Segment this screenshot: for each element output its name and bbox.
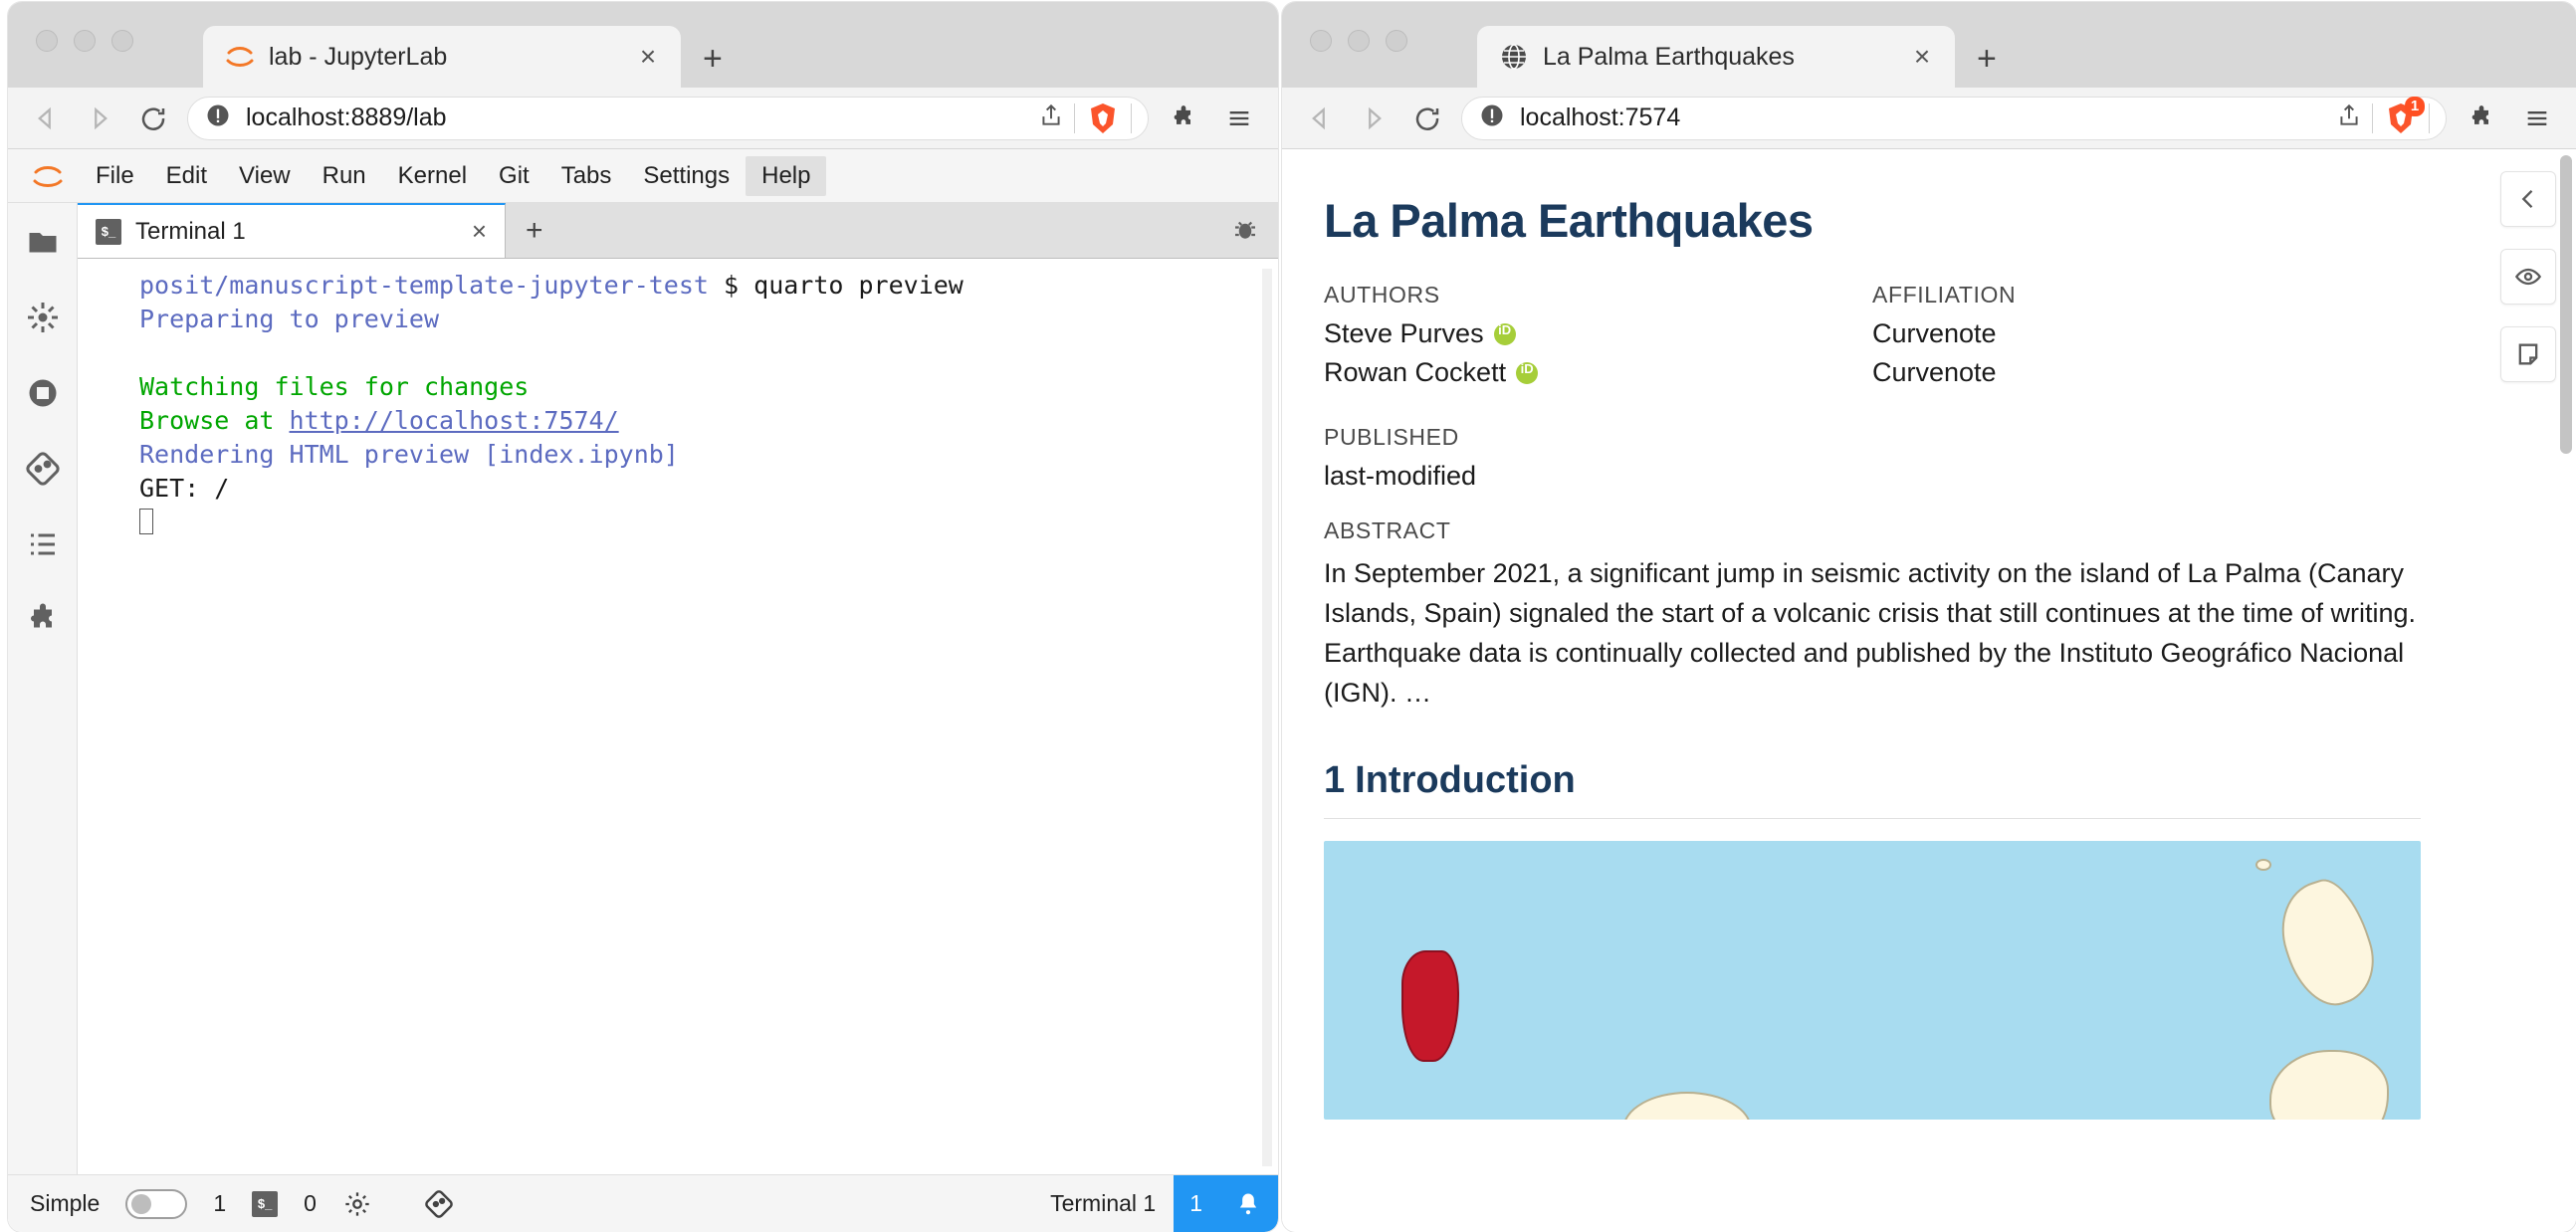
jupyterlab-left-sidebar xyxy=(8,203,78,1174)
browser-tab-la-palma[interactable] xyxy=(1477,26,1955,88)
terminal-prompt-symbol: $ xyxy=(724,271,740,300)
terminal-scrollbar[interactable] xyxy=(1262,269,1272,1166)
kernel-count: 1 xyxy=(213,1190,227,1216)
back-button-right[interactable] xyxy=(1300,99,1340,138)
menu-git[interactable]: Git xyxy=(499,161,530,189)
jupyterlab-tab-label: Terminal 1 xyxy=(135,217,246,245)
terminal-line-get: GET: / xyxy=(139,474,230,503)
toolbar-divider2-left xyxy=(1131,103,1132,133)
bug-icon[interactable] xyxy=(1230,215,1260,245)
jupyterlab-dock-panel xyxy=(78,203,1278,1174)
abstract-block xyxy=(1324,517,2421,714)
back-button-left[interactable] xyxy=(26,99,66,138)
reload-button-right[interactable] xyxy=(1407,99,1447,138)
jupyterlab-status-bar xyxy=(8,1174,1278,1232)
brave-shield-badge: 1 xyxy=(2405,97,2425,116)
islet-shape xyxy=(2255,859,2271,871)
section-divider xyxy=(1324,818,2421,819)
terminal-panel[interactable] xyxy=(78,259,1278,1174)
git-branch-icon[interactable] xyxy=(424,1189,454,1219)
orcid-icon[interactable] xyxy=(1494,323,1516,345)
orcid-icon[interactable] xyxy=(1516,362,1538,384)
toolbar-divider-right xyxy=(2372,103,2373,133)
simple-mode-toggle[interactable] xyxy=(125,1189,187,1219)
affiliation-value: Curvenote xyxy=(1872,318,1997,348)
notes-icon[interactable] xyxy=(2500,326,2556,382)
gear-icon[interactable] xyxy=(342,1189,372,1219)
hamburger-menu-icon-right[interactable] xyxy=(2516,98,2558,139)
quarto-preview-page xyxy=(1282,149,2576,1232)
toolbar-divider-left xyxy=(1074,103,1075,133)
brave-shield-icon-right[interactable] xyxy=(2383,98,2420,136)
maximize-window-button[interactable] xyxy=(111,30,133,52)
author-entry xyxy=(1324,357,1872,388)
site-info-icon-right[interactable] xyxy=(1478,102,1506,134)
menu-help[interactable]: Help xyxy=(746,156,826,196)
url-text-right: localhost:7574 xyxy=(1520,103,1681,131)
extensions-icon-right[interactable] xyxy=(2461,98,2502,139)
section-heading-introduction xyxy=(1324,759,2421,802)
la-palma-island-shape xyxy=(1401,950,1459,1062)
url-text-left: localhost:8889/lab xyxy=(246,103,447,131)
terminal-prompt-path: posit/manuscript-template-jupyter-test xyxy=(139,271,709,300)
hamburger-menu-icon-left[interactable] xyxy=(1218,98,1260,139)
brave-shield-icon-left[interactable] xyxy=(1085,101,1121,136)
terminal-icon: $_ xyxy=(96,219,121,245)
author-name: Steve Purves xyxy=(1324,318,1484,348)
window-controls-right[interactable] xyxy=(1310,30,1407,52)
extension-manager-icon[interactable] xyxy=(22,372,64,414)
window-controls-left[interactable] xyxy=(36,30,133,52)
browser-window-preview xyxy=(1282,2,2576,1232)
running-kernels-icon[interactable] xyxy=(22,297,64,338)
island-shape xyxy=(1622,1092,1752,1120)
extensions-icon-left[interactable] xyxy=(1163,98,1204,139)
terminal-preview-url-link[interactable]: http://localhost:7574/ xyxy=(289,406,619,435)
terminal-cursor xyxy=(139,509,153,534)
simple-mode-label: Simple xyxy=(30,1190,101,1216)
globe-icon xyxy=(1499,42,1529,72)
eye-icon[interactable] xyxy=(2500,249,2556,305)
jupyter-logo-icon-app xyxy=(16,149,80,203)
authors-column xyxy=(1324,282,1872,396)
minimize-window-button[interactable] xyxy=(74,30,96,52)
published-label: PUBLISHED xyxy=(1324,424,1459,450)
menu-run[interactable]: Run xyxy=(322,161,366,189)
new-tab-button-left[interactable]: + xyxy=(703,40,723,78)
close-icon[interactable]: × xyxy=(471,216,487,246)
article-content xyxy=(1282,149,2480,1232)
share-icon-left[interactable] xyxy=(1038,103,1064,133)
menu-view[interactable]: View xyxy=(239,161,291,189)
jupyterlab-main-area xyxy=(8,203,1278,1174)
abstract-label: ABSTRACT xyxy=(1324,517,1451,543)
browser-tab-bar-right xyxy=(1282,2,2576,88)
terminal-line-watching: Watching files for changes xyxy=(139,372,530,401)
forward-button-right[interactable] xyxy=(1354,99,1394,138)
kernel-zero-count: 0 xyxy=(304,1190,317,1216)
jupyterlab-tab-bar xyxy=(78,203,1278,259)
table-of-contents-icon[interactable] xyxy=(22,523,64,565)
tab-title-left: lab - JupyterLab xyxy=(269,42,448,71)
browser-tab-bar-left xyxy=(8,2,1278,88)
menu-kernel[interactable]: Kernel xyxy=(397,161,468,189)
address-bar-right[interactable] xyxy=(1461,97,2447,140)
browser-window-jupyterlab xyxy=(8,2,1278,1232)
browser-tab-jupyterlab[interactable] xyxy=(203,26,681,88)
browser-toolbar-left xyxy=(8,88,1278,149)
toolbar-divider2-right xyxy=(2429,103,2430,133)
article-metadata xyxy=(1324,282,2421,396)
jupyterlab-menu-bar xyxy=(8,149,1278,203)
affiliation-column xyxy=(1872,282,2421,396)
status-bar-right xyxy=(1050,1175,1278,1232)
extensions-puzzle-icon[interactable] xyxy=(22,599,64,641)
terminal-command: quarto preview xyxy=(753,271,964,300)
status-notification-count[interactable]: 1 xyxy=(1174,1175,1218,1232)
toggle-knob xyxy=(131,1194,151,1214)
maximize-window-button-right[interactable] xyxy=(1386,30,1407,52)
author-name: Rowan Cockett xyxy=(1324,357,1507,387)
close-tab-button-right[interactable]: × xyxy=(1913,41,1931,72)
collapse-panel-icon[interactable] xyxy=(2500,171,2556,227)
git-icon[interactable] xyxy=(22,448,64,490)
tab-title-right: La Palma Earthquakes xyxy=(1543,42,1795,71)
section-title: Introduction xyxy=(1355,758,1576,801)
menu-tabs[interactable]: Tabs xyxy=(560,161,612,189)
jupyterlab-tab-terminal-1[interactable] xyxy=(78,203,506,258)
close-tab-button-left[interactable]: × xyxy=(639,41,657,72)
site-info-icon-left[interactable] xyxy=(204,102,232,134)
terminal-output[interactable] xyxy=(139,269,1278,1174)
browser-toolbar-right xyxy=(1282,88,2576,149)
terminal-line-browse-prefix: Browse at xyxy=(139,406,290,435)
status-terminal-name: Terminal 1 xyxy=(1050,1190,1157,1216)
bell-icon[interactable] xyxy=(1218,1175,1278,1232)
published-block xyxy=(1324,424,2421,492)
terminal-line-preparing: Preparing to preview xyxy=(139,305,440,333)
reload-button-left[interactable] xyxy=(133,99,173,138)
new-tab-button-right[interactable]: + xyxy=(1977,40,1997,78)
file-browser-icon[interactable] xyxy=(22,221,64,263)
minimize-window-button-right[interactable] xyxy=(1348,30,1370,52)
forward-button-left[interactable] xyxy=(80,99,119,138)
menu-file[interactable]: File xyxy=(96,161,134,189)
authors-label: AUTHORS xyxy=(1324,282,1440,308)
address-bar-left[interactable] xyxy=(187,97,1149,140)
menu-edit[interactable]: Edit xyxy=(165,161,208,189)
figure-map-la-palma xyxy=(1324,841,2421,1120)
add-tab-button[interactable]: + xyxy=(526,213,543,247)
island-shape xyxy=(2269,1050,2389,1120)
page-scrollbar[interactable] xyxy=(2560,155,2572,454)
section-number: 1 xyxy=(1324,758,1346,801)
jupyter-logo-icon xyxy=(225,42,255,72)
terminal-status-icon[interactable]: $_ xyxy=(252,1191,278,1217)
island-shape xyxy=(2268,871,2387,1016)
close-window-button[interactable] xyxy=(36,30,58,52)
published-value: last-modified xyxy=(1324,461,1477,491)
affiliation-label: AFFILIATION xyxy=(1872,282,2017,308)
affiliation-value: Curvenote xyxy=(1872,357,1997,387)
author-entry xyxy=(1324,318,1872,349)
close-window-button-right[interactable] xyxy=(1310,30,1332,52)
page-title: La Palma Earthquakes xyxy=(1324,194,1814,247)
menu-settings[interactable]: Settings xyxy=(643,161,731,189)
jupyterlab-app xyxy=(8,149,1278,1232)
abstract-text: In September 2021, a significant jump in seismic activity on the island of La Palma (Canary Islands, Spain) signaled the start of a volcanic crisis that still continues at the time of writing. Earthquake data is continually collected and published by the Instituto Geográfico Nacional (IGN). … xyxy=(1324,558,2417,708)
share-icon-right[interactable] xyxy=(2336,103,2362,133)
terminal-line-rendering: Rendering HTML preview [index.ipynb] xyxy=(139,440,679,469)
